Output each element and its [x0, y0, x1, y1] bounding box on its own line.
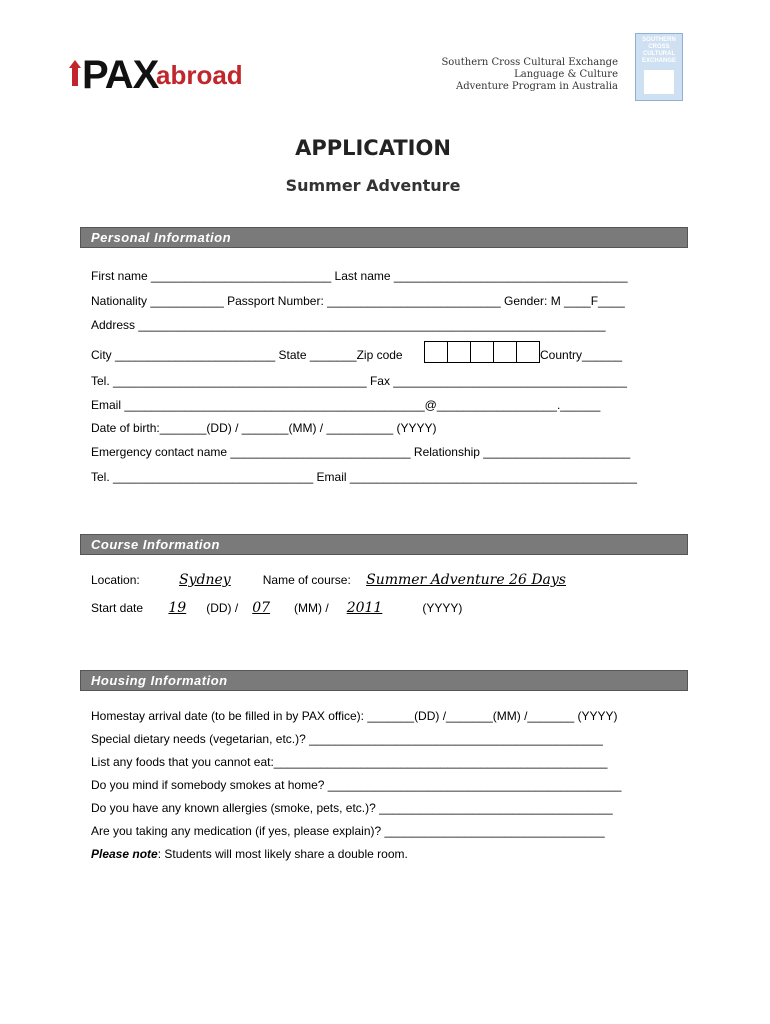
- start-day-value[interactable]: 19: [168, 600, 187, 616]
- medication-field[interactable]: Are you taking any medication (if yes, please explain)? _________________________________: [91, 824, 605, 838]
- course-name-value[interactable]: Summer Adventure 26 Days: [366, 572, 566, 588]
- emergency-tel-email-field[interactable]: Tel. ______________________________ Email ___________________________________________: [91, 470, 637, 484]
- dd-label: (DD) /: [206, 601, 239, 615]
- organization-name: [418, 57, 618, 93]
- course-name-label: Name of course:: [262, 573, 355, 587]
- foods-cannot-eat-field[interactable]: List any foods that you cannot eat:__________________________________________________: [91, 755, 608, 769]
- please-note-label: Please note: [91, 847, 158, 861]
- smoking-field[interactable]: Do you mind if somebody smokes at home? ____________________________________________: [91, 778, 622, 792]
- date-of-birth-field[interactable]: Date of birth:_______(DD) / _______(MM) / __________ (YYYY): [91, 421, 437, 435]
- please-note: [91, 846, 408, 862]
- start-date-row: [91, 600, 462, 616]
- emergency-contact-field[interactable]: Emergency contact name ___________________________ Relationship ______________________: [91, 445, 631, 459]
- zip-box[interactable]: [516, 341, 540, 363]
- pax-abroad-logo: [68, 50, 243, 100]
- course-info-header: [80, 534, 688, 555]
- zip-box[interactable]: [493, 341, 517, 363]
- location-course-row: [91, 572, 614, 588]
- page-title: APPLICATION: [295, 136, 451, 160]
- country-field[interactable]: Country______: [540, 348, 623, 362]
- seal-line-2: CROSS: [648, 44, 670, 50]
- email-field[interactable]: Email _____________________________________________@__________________.______: [91, 398, 601, 412]
- housing-info-header: [80, 670, 688, 691]
- start-date-label: Start date: [91, 601, 147, 615]
- org-line-2: Language & Culture: [514, 69, 618, 80]
- yyyy-label: (YYYY): [422, 601, 463, 615]
- city-state-field[interactable]: City ________________________ State _______Zip code: [91, 348, 403, 362]
- location-value[interactable]: Sydney: [179, 572, 231, 588]
- org-line-1: Southern Cross Cultural Exchange: [441, 57, 618, 68]
- allergies-field[interactable]: Do you have any known allergies (smoke, pets, etc.)? ___________________________________: [91, 801, 613, 815]
- zip-box[interactable]: [470, 341, 494, 363]
- logo-abroad-text: abroad: [156, 60, 243, 90]
- southern-cross-seal: [635, 33, 683, 101]
- please-note-text: : Students will most likely share a double room.: [157, 847, 408, 861]
- zip-box[interactable]: [447, 341, 471, 363]
- seal-line-4: EXCHANGE: [641, 58, 676, 64]
- start-year-value[interactable]: 2011: [346, 600, 383, 616]
- personal-info-heading: Personal Information: [91, 230, 232, 245]
- logo-pax-text: PAX: [82, 53, 159, 97]
- course-info-heading: Course Information: [91, 537, 220, 552]
- seal-line-3: CULTURAL: [642, 51, 676, 57]
- start-month-value[interactable]: 07: [252, 600, 271, 616]
- tel-fax-field[interactable]: Tel. ______________________________________ Fax ___________________________________: [91, 374, 627, 388]
- housing-info-heading: Housing Information: [91, 673, 228, 688]
- homestay-arrival-field[interactable]: Homestay arrival date (to be filled in by PAX office): _______(DD) /_______(MM) /_______ (YYYY): [91, 709, 618, 723]
- page-subtitle: Summer Adventure: [285, 176, 461, 195]
- seal-line-1: SOUTHERN: [642, 37, 676, 43]
- house-icon: [68, 58, 82, 88]
- address-field[interactable]: Address ______________________________________________________________________: [91, 318, 606, 332]
- zip-box[interactable]: [424, 341, 448, 363]
- mm-label: (MM) /: [294, 601, 329, 615]
- location-label: Location:: [91, 573, 144, 587]
- first-last-name-field[interactable]: First name ___________________________ Last name ___________________________________: [91, 269, 628, 283]
- zip-code-boxes[interactable]: [424, 341, 539, 363]
- nationality-passport-gender-field[interactable]: Nationality ___________ Passport Number: __________________________ Gender: M ____F____: [91, 294, 625, 308]
- personal-info-header: [80, 227, 688, 248]
- dietary-needs-field[interactable]: Special dietary needs (vegetarian, etc.)? ____________________________________________: [91, 732, 603, 746]
- org-line-3: Adventure Program in Australia: [455, 81, 618, 92]
- building-icon: [644, 70, 674, 94]
